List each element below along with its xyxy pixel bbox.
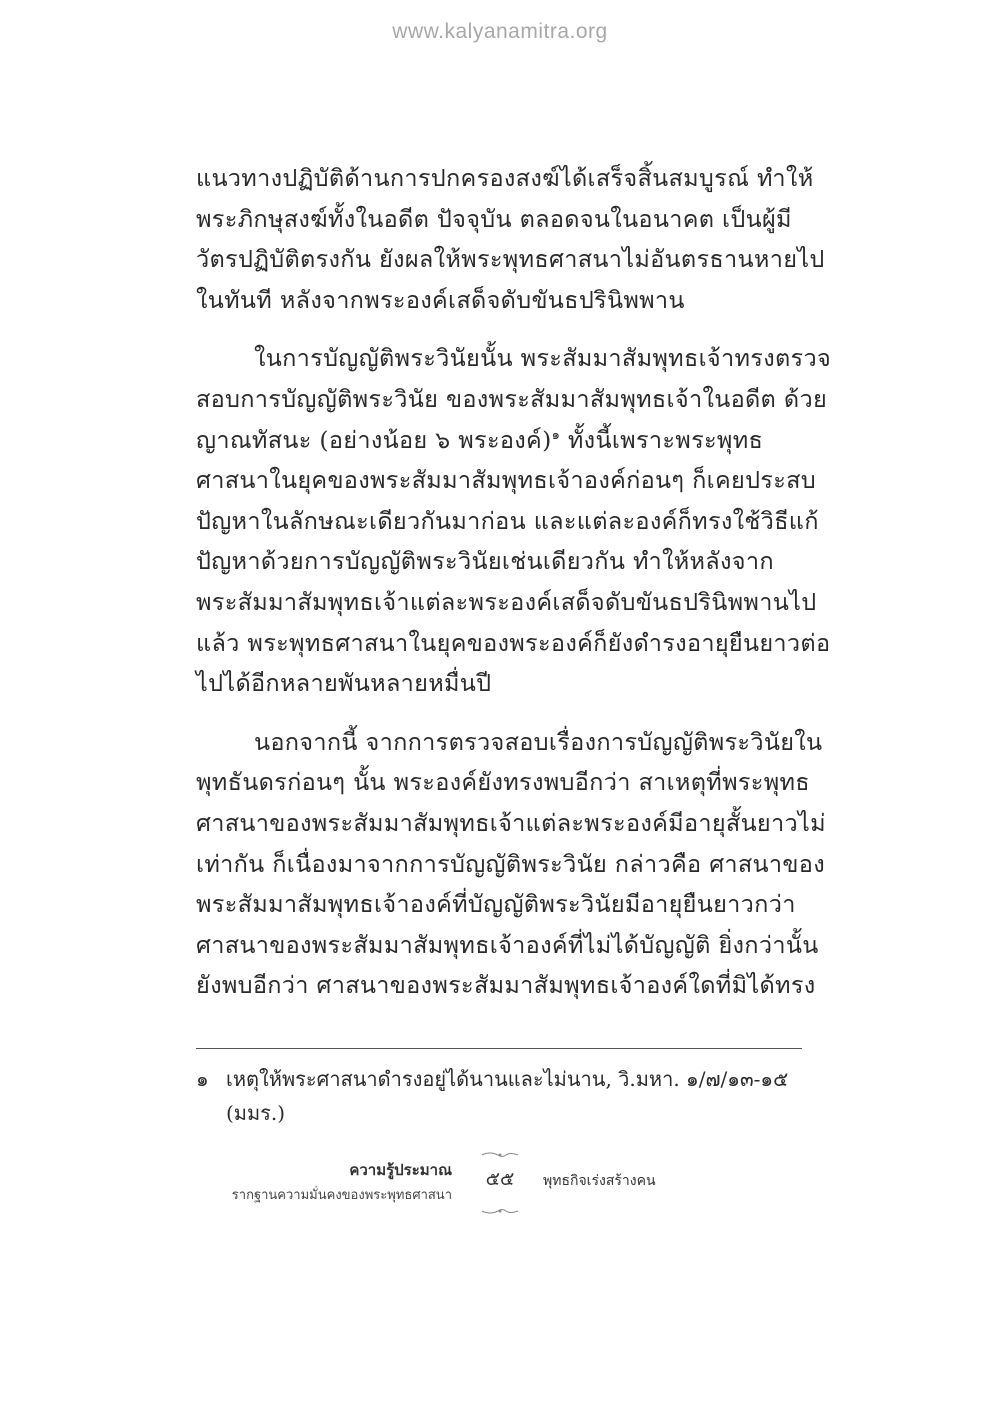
text-line: ปัญหาด้วยการบัญญัติพระวินัยเช่นเดียวกัน ทำให้หลังจาก bbox=[196, 547, 774, 576]
text-line: ศาสนาของพระสัมมาสัมพุทธเจ้าแต่ละพระองค์มีอายุสั้นยาวไม่ bbox=[196, 808, 826, 837]
ornament-bottom-icon bbox=[480, 1206, 520, 1216]
text-line: นอกจากนี้ จากการตรวจสอบเรื่องการบัญญัติพระวินัยใน bbox=[254, 727, 823, 756]
text-line: ปัญหาในลักษณะเดียวกันมาก่อน และแต่ละองค์ก็ทรงใช้วิธีแก้ bbox=[196, 506, 819, 535]
ornament-top-icon bbox=[480, 1150, 520, 1160]
paragraph-2 bbox=[196, 338, 832, 703]
footnote-continuation: (มมร.) bbox=[226, 1101, 286, 1125]
text-line: ญาณทัสนะ (อย่างน้อย ๖ พระองค์) bbox=[196, 425, 552, 454]
text-line: พุทธันดรก่อนๆ นั้น พระองค์ยังทรงพบอีกว่า สาเหตุที่พระพุทธ bbox=[196, 768, 810, 797]
text-line: ไปได้อีกหลายพันหลายหมื่นปี bbox=[196, 669, 492, 698]
text-line: แนวทางปฏิบัติด้านการปกครองสงฆ์ได้เสร็จสิ้นสมบูรณ์ ทำให้ bbox=[196, 164, 814, 192]
book-title-block bbox=[232, 1158, 452, 1205]
text-line: เท่ากัน ก็เนื่องมาจากการบัญญัติพระวินัย กล่าวคือ ศาสนาของ bbox=[196, 849, 825, 878]
text-line: แล้ว พระพุทธศาสนาในยุคของพระองค์ก็ยังดำรงอายุยืนยาวต่อ bbox=[196, 628, 831, 657]
page-footer bbox=[0, 1150, 1000, 1220]
paragraph-3 bbox=[196, 722, 826, 1006]
footnote-number: ๑ bbox=[196, 1067, 209, 1091]
chapter-title: พุทธกิจเร่งสร้างคน bbox=[543, 1173, 656, 1189]
watermark-url: www.kalyanamitra.org bbox=[392, 20, 608, 43]
book-title: ความรู้ประมาณ bbox=[349, 1161, 452, 1179]
footnote-line bbox=[196, 1062, 816, 1096]
footnote-reference[interactable]: ๑ bbox=[551, 427, 561, 443]
footnote bbox=[196, 1062, 816, 1130]
text-line: ยังพบอีกว่า ศาสนาของพระสัมมาสัมพุทธเจ้าองค์ใดที่มิได้ทรง bbox=[196, 971, 816, 1000]
text-line-tail: ทั้งนี้เพราะพระพุทธ bbox=[560, 425, 764, 454]
text-line: วัตรปฏิบัติตรงกัน ยังผลให้พระพุทธศาสนาไม่อันตรธานหายไป bbox=[196, 245, 825, 274]
paragraph-1 bbox=[196, 158, 825, 320]
text-line: พระสัมมาสัมพุทธเจ้าองค์ที่บัญญัติพระวินัยมีอายุยืนยาวกว่า bbox=[196, 890, 796, 919]
body-text bbox=[196, 158, 832, 1024]
text-line: ศาสนาในยุคของพระสัมมาสัมพุทธเจ้าองค์ก่อนๆ ก็เคยประสบ bbox=[196, 466, 816, 495]
footnote-divider bbox=[196, 1048, 802, 1049]
text-line: สอบการบัญญัติพระวินัย ของพระสัมมาสัมพุทธเจ้าในอดีต ด้วย bbox=[196, 384, 828, 413]
footnote-text: เหตุให้พระศาสนาดำรงอยู่ได้นานและไม่นาน, วิ.มหา. ๑/๗/๑๓-๑๕ bbox=[226, 1067, 789, 1091]
text-line: ในทันที หลังจากพระองค์เสด็จดับขันธปรินิพพาน bbox=[196, 285, 685, 314]
book-subtitle: รากฐานความมั่นคงของพระพุทธศาสนา bbox=[231, 1188, 452, 1203]
text-line: ศาสนาของพระสัมมาสัมพุทธเจ้าองค์ที่ไม่ได้บัญญัติ ยิ่งกว่านั้น bbox=[196, 930, 819, 959]
page-number: ๕๕ bbox=[485, 1168, 515, 1190]
text-line: พระภิกษุสงฆ์ทั้งในอดีต ปัจจุบัน ตลอดจนในอนาคต เป็นผู้มี bbox=[196, 204, 792, 233]
text-line-with-footnote bbox=[196, 420, 806, 461]
text-line: ในการบัญญัติพระวินัยนั้น พระสัมมาสัมพุทธเจ้าทรงตรวจ bbox=[254, 344, 832, 373]
text-line: พระสัมมาสัมพุทธเจ้าแต่ละพระองค์เสด็จดับขันธปรินิพพานไป bbox=[196, 587, 817, 616]
